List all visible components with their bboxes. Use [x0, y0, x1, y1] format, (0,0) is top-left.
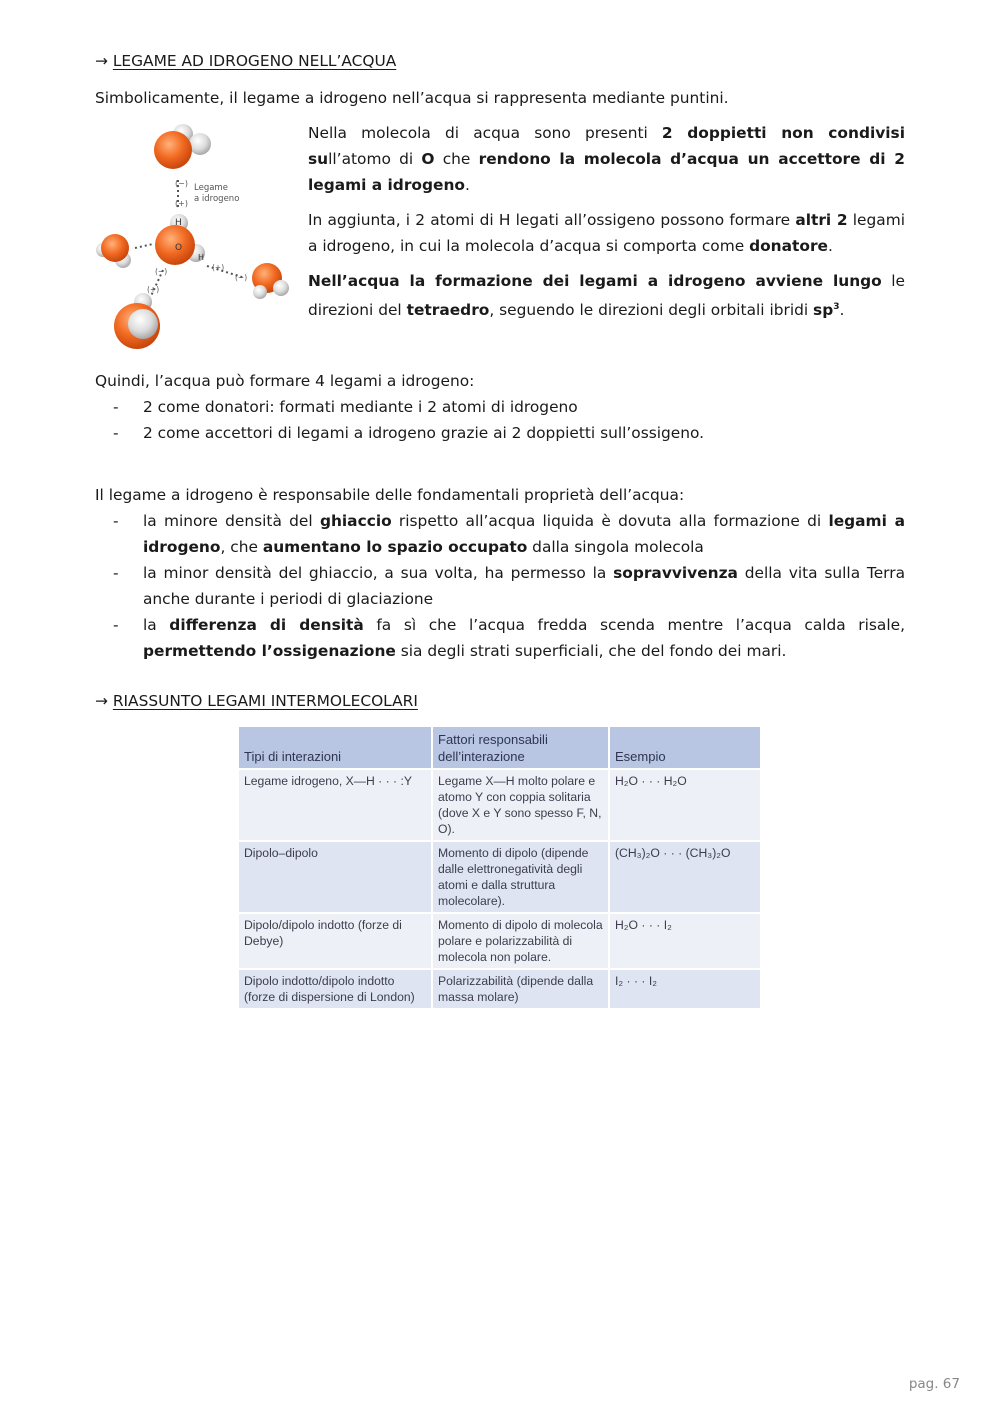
table-cell: H₂O · · · H₂O: [610, 770, 760, 842]
table-cell: Momento di dipolo di molecola polare e polarizzabilità di molecola non polare.: [433, 914, 608, 970]
section-heading-hydrogen-bond: [95, 52, 396, 70]
table-cell: Legame X—H molto polare e atomo Y con coppia solitaria (dove X e Y sono spesso F, N, O).: [433, 770, 608, 842]
column-header: Fattori responsabili dell’interazione: [433, 727, 608, 770]
table-cell: Dipolo indotto/dipolo indotto (forze di dispersione di London): [239, 970, 431, 1010]
water-molecule-illustration: [95, 120, 300, 355]
table-row: [239, 970, 760, 1010]
table-cell: (CH₃)₂O · · · (CH₃)₂O: [610, 842, 760, 914]
molecule-explanation: [308, 120, 905, 332]
properties-intro: Il legame a idrogeno è responsabile delle fondamentali proprietà dell’acqua:: [95, 486, 685, 504]
quindi-intro: Quindi, l’acqua può formare 4 legami a idrogeno:: [95, 372, 475, 390]
section-title: RIASSUNTO LEGAMI INTERMOLECOLARI: [112, 692, 418, 710]
svg-text:(+): (+): [147, 285, 160, 294]
quindi-block: [95, 368, 905, 446]
section-title: LEGAME AD IDROGENO NELL’ACQUA: [112, 52, 397, 70]
section-heading-summary: [95, 692, 418, 710]
intermolecular-summary-table: [237, 727, 762, 1010]
water-hydrogen-bond-figure: [95, 120, 300, 355]
svg-text:H: H: [198, 253, 205, 262]
explanation-paragraph-1: Nella molecola di acqua sono presenti 2 doppietti non condivisi sull’atomo di O che rendono la molecola d’acqua un accettore di 2 legami a idrogeno.: [308, 124, 905, 194]
table-cell: I₂ · · · I₂: [610, 970, 760, 1010]
table-header-row: [239, 727, 760, 770]
table-row: [239, 842, 760, 914]
list-item: - la differenza di densità fa sì che l’acqua fredda scenda mentre l’acqua calda risale, permettendo l’ossigenazione sia degli strati superficiali, che del fondo dei mari.: [95, 612, 905, 664]
svg-text:(−): (−): [155, 267, 168, 276]
properties-list: [95, 508, 905, 664]
svg-text:(−): (−): [235, 273, 248, 282]
properties-block: [95, 482, 905, 664]
list-item: - 2 come donatori: formati mediante i 2 atomi di idrogeno: [95, 394, 905, 420]
table-row: [239, 770, 760, 842]
table-cell: Legame idrogeno, X—H · · · :Y: [239, 770, 431, 842]
explanation-paragraph-3: Nell’acqua la formazione dei legami a idrogeno avviene lungo le direzioni del tetraedro, seguendo le direzioni degli orbitali ibridi $sp^3$.: [308, 272, 906, 319]
column-header: Tipi di interazioni: [239, 727, 431, 770]
arrow-icon: →: [95, 692, 108, 710]
list-item: - la minore densità del ghiaccio rispetto all’acqua liquida è dovuta alla formazione di legami a idrogeno, che aumentano lo spazio occupato dalla singola molecola: [95, 508, 905, 560]
table-cell: Dipolo/dipolo indotto (forze di Debye): [239, 914, 431, 970]
quindi-list: [95, 394, 905, 446]
arrow-icon: →: [95, 52, 108, 70]
list-item: - la minor densità del ghiaccio, a sua volta, ha permesso la sopravvivenza della vita sulla Terra anche durante i periodi di glaciazione: [95, 560, 905, 612]
top-o-atom: [154, 131, 192, 169]
svg-text:a idrogeno: a idrogeno: [194, 194, 240, 204]
svg-text:(+): (+): [212, 263, 225, 272]
table-cell: Dipolo–dipolo: [239, 842, 431, 914]
page-number: pag. 67: [908, 1376, 960, 1392]
intro-paragraph: Simbolicamente, il legame a idrogeno nell’acqua si rappresenta mediante puntini.: [95, 89, 729, 107]
svg-text:(−): (−): [175, 179, 188, 188]
column-header: Esempio: [610, 727, 760, 770]
table-row: [239, 914, 760, 970]
table-cell: Polarizzabilità (dipende dalla massa molare): [433, 970, 608, 1010]
list-item: - 2 come accettori di legami a idrogeno grazie ai 2 doppietti sull’ossigeno.: [95, 420, 905, 446]
svg-text:Legame: Legame: [194, 183, 228, 193]
table-cell: Momento di dipolo (dipende dalle elettronegatività degli atomi e dalla struttura molecolare).: [433, 842, 608, 914]
table-cell: H₂O · · · I₂: [610, 914, 760, 970]
svg-text:H: H: [175, 218, 182, 228]
explanation-paragraph-2: In aggiunta, i 2 atomi di H legati all’ossigeno possono formare altri 2 legami a idrogeno, in cui la molecola d’acqua si comporta come donatore.: [308, 211, 905, 255]
svg-text:O: O: [175, 243, 183, 253]
svg-text:(+): (+): [175, 199, 188, 208]
